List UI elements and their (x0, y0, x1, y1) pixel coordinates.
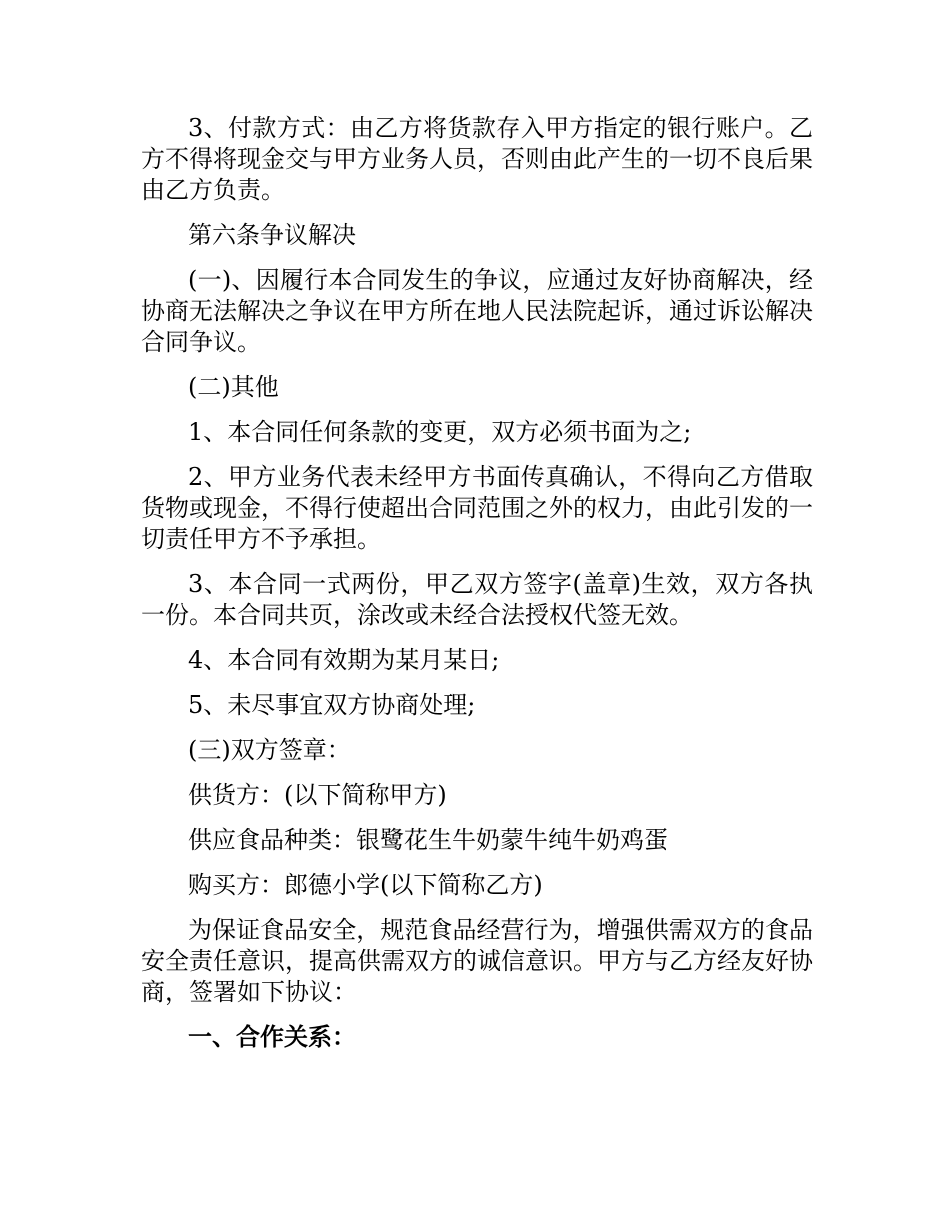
cooperation-section-heading: 一、合作关系： (188, 1023, 356, 1051)
agreement-intro-paragraph: 为保证食品安全，规范食品经营行为，增强供需双方的食品安全责任意识，提高供需双方的诚信意识。甲方与乙方经友好协商，签署如下协议： (141, 916, 813, 1006)
clause-amendment-paragraph: 1、本合同任何条款的变更，双方必须书面为之; (188, 418, 692, 446)
supplier-line: 供货方：(以下简称甲方) (188, 781, 447, 809)
other-subtitle: (二)其他 (188, 373, 279, 401)
clause-copies-paragraph: 3、本合同一式两份，甲乙双方签字(盖章)生效，双方各执一份。本合同共页，涂改或未经合法授权代签无效。 (141, 570, 813, 629)
article-six-title: 第六条争议解决 (188, 221, 356, 249)
buyer-line: 购买方：郎德小学(以下简称乙方) (188, 871, 543, 899)
signatures-subtitle: (三)双方签章： (188, 736, 351, 764)
clause-validity-paragraph: 4、本合同有效期为某月某日; (188, 646, 500, 674)
clause-negotiation-paragraph: 5、未尽事宜双方协商处理; (188, 691, 476, 719)
dispute-resolution-paragraph: (一)、因履行本合同发生的争议，应通过友好协商解决，经协商无法解决之争议在甲方所在地人民法院起诉，通过诉讼解决合同争议。 (141, 266, 813, 356)
document-page (141, 113, 813, 1067)
clause-representative-paragraph: 2、甲方业务代表未经甲方书面传真确认，不得向乙方借取货物或现金，不得行使超出合同范围之外的权力，由此引发的一切责任甲方不予承担。 (141, 463, 813, 553)
food-types-line: 供应食品种类：银鹭花生牛奶蒙牛纯牛奶鸡蛋 (188, 826, 668, 854)
payment-method-paragraph: 3、付款方式：由乙方将货款存入甲方指定的银行账户。乙方不得将现金交与甲方业务人员，否则由此产生的一切不良后果由乙方负责。 (141, 114, 813, 204)
